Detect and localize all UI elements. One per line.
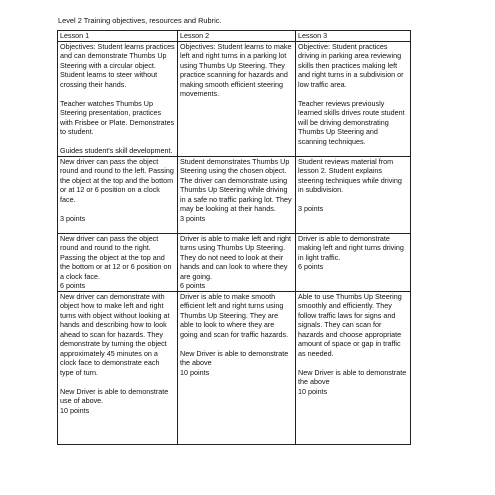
lesson-1-6-points-cell: New driver can pass the object round and round to the right. Passing the object at the top and the bottom or at 12 or 6 position on a clock face. 6 points xyxy=(58,233,178,291)
header-lesson-1: Lesson 1 xyxy=(58,31,178,42)
rubric-6-points-row xyxy=(58,233,411,291)
lesson-2-10-points-cell: Driver is able to make smooth efficient left and right turns using Thumbs Up Steering. They are able to look to where they are going and scan for traffic hazards. New Driver is able to demonstrate the above 10 points xyxy=(178,291,296,444)
lesson-2-3-points-cell: Student demonstrates Thumbs Up Steering using the chosen object. The driver can demonstrate using Thumbs Up Steering while driving in a safe no traffic parking lot. They may be looking at their hands. 3 points xyxy=(178,156,296,233)
rubric-10-points-row xyxy=(58,291,411,444)
rubric-table xyxy=(57,30,411,445)
lesson-3-10-points-cell: Able to use Thumbs Up Steering smoothly and efficiently. They follow traffic laws for signs and signals. They can scan for hazards and choose appropriate amount of space or gap in traffic as needed. New Driver is able to demonstrate the above 10 points xyxy=(296,291,411,444)
lesson-3-6-points-cell: Driver is able to demonstrate making left and right turns driving in light traffic. 6 points xyxy=(296,233,411,291)
lesson-1-3-points-cell: New driver can pass the object round and round to the left. Passing the object at the top and the bottom or at 12 or 6 position on a clock face. 3 points xyxy=(58,156,178,233)
lesson-2-6-points-cell: Driver is able to make left and right turns using Thumbs Up Steering. They do not need to look at their hands and can look to where they are going. 6 points xyxy=(178,233,296,291)
lesson-1-10-points-cell: New driver can demonstrate with object how to make left and right turns with object without looking at hands and describing how to look ahead to scan for hazards. They demonstrate by turning the object approximately 45 minutes on a clock face to demonstrate each type of turn. New Driver is able to demonstrate use of above. 10 points xyxy=(58,291,178,444)
lesson-3-3-points-cell: Student reviews material from lesson 2. Student explains steering techniques while driving in subdivision. 3 points xyxy=(296,156,411,233)
document-title: Level 2 Training objectives, resources and Rubric. xyxy=(58,16,222,25)
rubric-3-points-row xyxy=(58,156,411,233)
lesson-3-objectives-cell: Objective: Student practices driving in parking area reviewing skills then practices making left and right turns in a subdivision or low traffic area. Teacher reviews previously learned skills drives route student will be driving demonstrating Thumbs Up Steering and scanning techniques. xyxy=(296,41,411,156)
objectives-row xyxy=(58,41,411,156)
header-lesson-3: Lesson 3 xyxy=(296,31,411,42)
lesson-2-objectives-cell: Objectives: Student learns to make left and right turns in a parking lot using Thumbs Up Steering. They practice scanning for hazards and making smooth efficient steering movements. xyxy=(178,41,296,156)
header-lesson-2: Lesson 2 xyxy=(178,31,296,42)
lesson-1-objectives-cell: Objectives: Student learns practices and can demonstrate Thumbs Up Steering with a circular object. Student learns to steer without crossing their hands. Teacher watches Thumbs Up Steering presentation, practices with Frisbee or Plate. Demonstrates to student. Guides student's skill development. xyxy=(58,41,178,156)
table-header-row xyxy=(58,31,411,42)
